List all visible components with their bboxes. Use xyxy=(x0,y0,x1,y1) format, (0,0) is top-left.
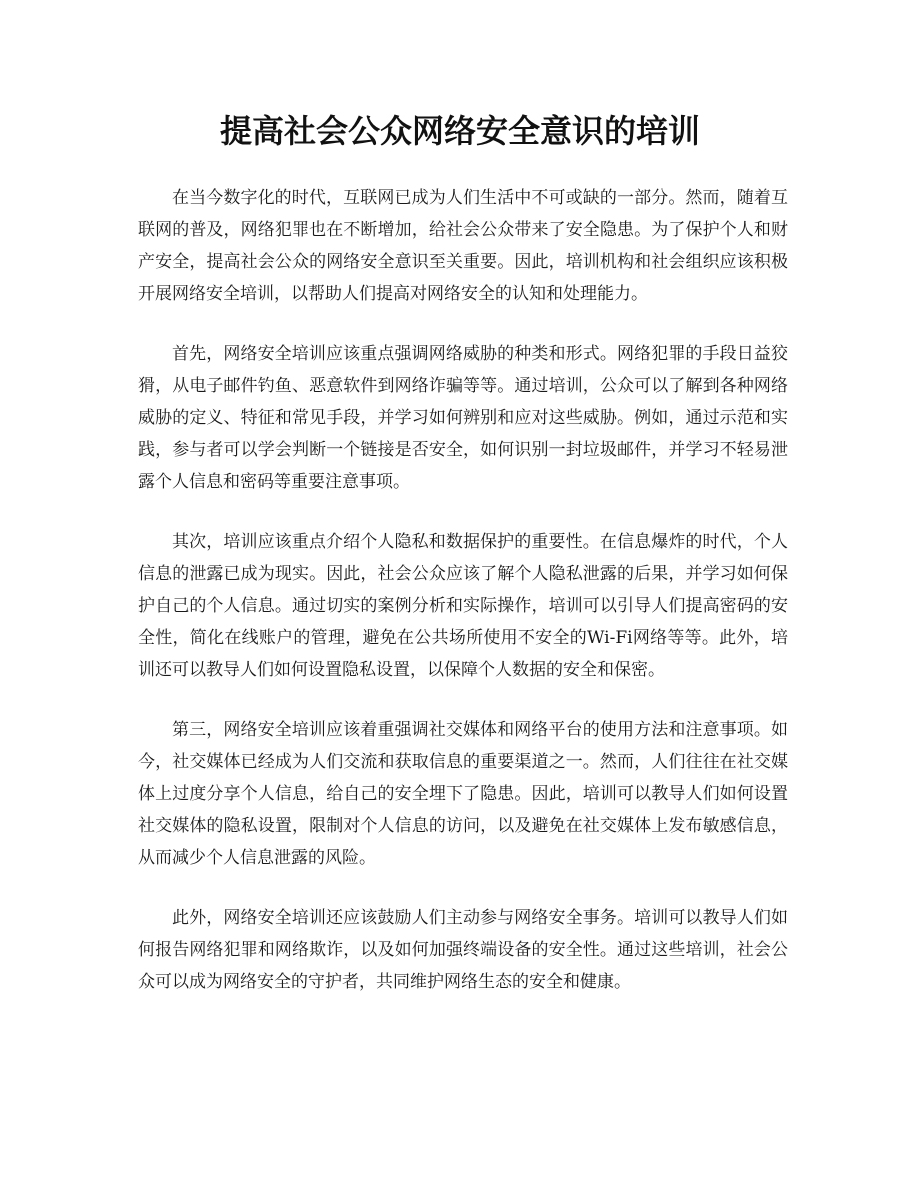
paragraph-social-media: 第三，网络安全培训应该着重强调社交媒体和网络平台的使用方法和注意事项。如今，社交媒体已经成为人们交流和获取信息的重要渠道之一。然而，人们往往在社交媒体上过度分享个人信息，给自己的安全埋下了隐患。因此，培训可以教导人们如何设置社交媒体的隐私设置，限制对个人信息的访问，以及避免在社交媒体上发布敏感信息，从而减少个人信息泄露的风险。 xyxy=(138,720,788,868)
document-title: 提高社会公众网络安全意识的培训 xyxy=(219,112,700,150)
paragraph-participation: 此外，网络安全培训还应该鼓励人们主动参与网络安全事务。培训可以教导人们如何报告网络犯罪和网络欺诈，以及如何加强终端设备的安全性。通过这些培训，社会公众可以成为网络安全的守护者，共同维护网络生态的安全和健康。 xyxy=(138,908,788,992)
paragraph-privacy: 其次，培训应该重点介绍个人隐私和数据保护的重要性。在信息爆炸的时代，个人信息的泄露已成为现实。因此，社会公众应该了解个人隐私泄露的后果，并学习如何保护自己的个人信息。通过切实的案例分析和实际操作，培训可以引导人们提高密码的安全性，简化在线账户的管理，避免在公共场所使用不安全的Wi-Fi网络等等。此外，培训还可以教导人们如何设置隐私设置，以保障个人数据的安全和保密。 xyxy=(138,532,788,680)
document-body xyxy=(138,182,788,1026)
paragraph-threat-types: 首先，网络安全培训应该重点强调网络威胁的种类和形式。网络犯罪的手段日益狡猾，从电子邮件钓鱼、恶意软件到网络诈骗等等。通过培训，公众可以了解到各种网络威胁的定义、特征和常见手段，并学习如何辨别和应对这些威胁。例如，通过示范和实践，参与者可以学会判断一个链接是否安全，如何识别一封垃圾邮件，并学习不轻易泄露个人信息和密码等重要注意事项。 xyxy=(138,344,788,492)
paragraph-intro: 在当今数字化的时代，互联网已成为人们生活中不可或缺的一部分。然而，随着互联网的普及，网络犯罪也在不断增加，给社会公众带来了安全隐患。为了保护个人和财产安全，提高社会公众的网络安全意识至关重要。因此，培训机构和社会组织应该积极开展网络安全培训，以帮助人们提高对网络安全的认知和处理能力。 xyxy=(138,188,788,304)
